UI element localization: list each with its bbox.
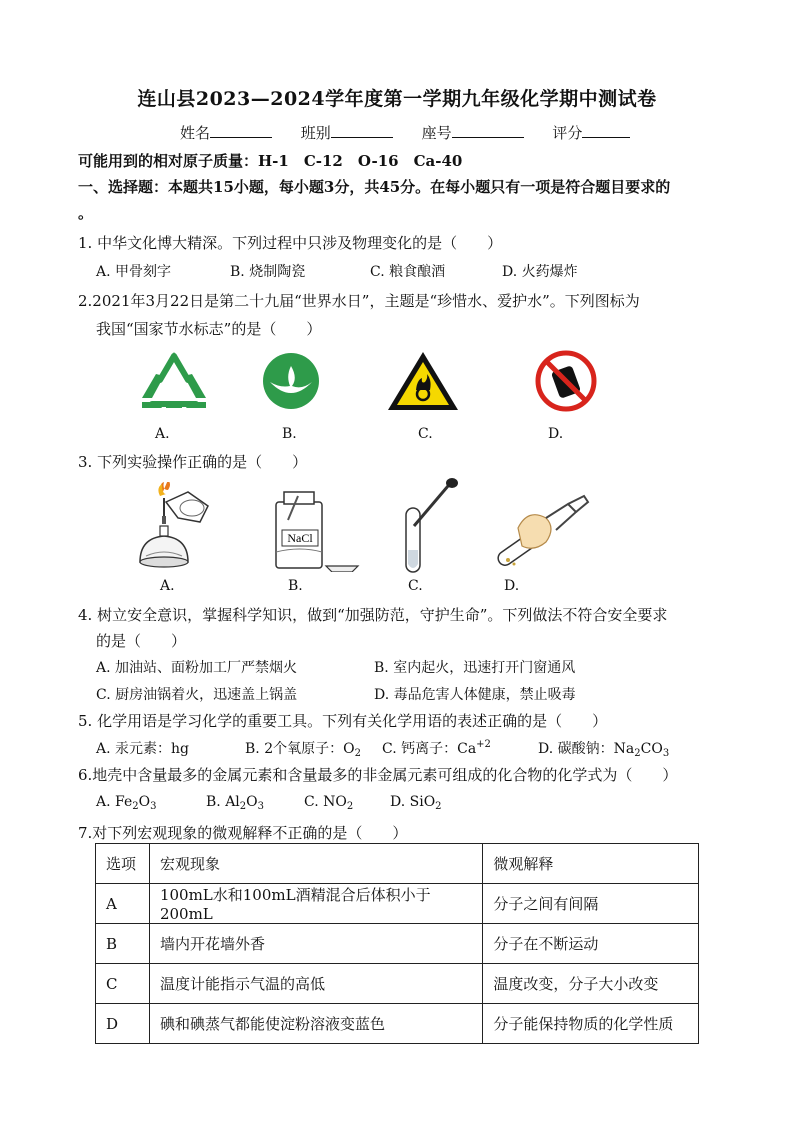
alcohol-lamp-lighting-icon[interactable] <box>132 482 218 574</box>
q4-option-c[interactable]: C. 厨房油锅着火，迅速盖上锅盖 <box>96 687 298 703</box>
q3-label-c[interactable]: C. <box>408 578 423 594</box>
table-cell-micro: 温度改变，分子大小改变 <box>483 964 699 1004</box>
q5-option-a[interactable]: A. 汞元素：hg <box>96 741 189 757</box>
nacl-label-text: NaCl <box>287 531 313 545</box>
dropper-test-tube-icon[interactable] <box>396 478 466 574</box>
table-header-macro: 宏观现象 <box>149 844 482 884</box>
q6-option-a[interactable]: A. $Fe_2O_3$ <box>96 794 157 812</box>
q6-option-b[interactable]: B. $Al_2O_3$ <box>206 794 265 812</box>
q1-option-b[interactable]: B. 烧制陶瓷 <box>230 264 306 280</box>
q7-table <box>95 843 699 1044</box>
student-info <box>180 122 630 143</box>
q4-stem-cont: 的是（ ） <box>96 632 187 650</box>
seat-label: 座号 <box>421 124 452 142</box>
q7-stem: 7.对下列宏观现象的微观解释不正确的是（ ） <box>78 824 408 842</box>
atomic-masses: 可能用到的相对原子质量：H-1 C-12 O-16 Ca-40 <box>78 152 463 170</box>
class-label: 班别 <box>300 124 331 142</box>
q2-label-c[interactable]: C. <box>418 426 433 442</box>
q1-option-a[interactable]: A. 甲骨刻字 <box>96 264 172 280</box>
table-row[interactable] <box>96 924 699 964</box>
q2-label-d[interactable]: D. <box>548 426 564 442</box>
table-cell-option: D <box>96 1004 150 1044</box>
score-label: 评分 <box>552 124 583 142</box>
table-cell-macro: 温度计能指示气温的高低 <box>149 964 482 1004</box>
q5-stem: 5. 化学用语是学习化学的重要工具。下列有关化学用语的表述正确的是（ ） <box>78 712 608 730</box>
table-cell-micro: 分子之间有间隔 <box>483 884 699 924</box>
table-cell-micro: 分子能保持物质的化学性质 <box>483 1004 699 1044</box>
table-cell-option: C <box>96 964 150 1004</box>
q3-label-a[interactable]: A. <box>160 578 175 594</box>
table-cell-micro: 分子在不断运动 <box>483 924 699 964</box>
q6-stem: 6.地壳中含量最多的金属元素和含量最多的非金属元素可组成的化合物的化学式为（ ） <box>78 766 678 784</box>
table-header-option: 选项 <box>96 844 150 884</box>
seat-blank[interactable] <box>452 123 524 138</box>
q1-stem: 1. 中华文化博大精深。下列过程中只涉及物理变化的是（ ） <box>78 234 503 252</box>
q4-option-b[interactable]: B. 室内起火，迅速打开门窗通风 <box>374 660 576 676</box>
oxidizer-warning-icon[interactable] <box>386 350 460 412</box>
table-row[interactable] <box>96 884 699 924</box>
name-blank[interactable] <box>210 123 272 138</box>
section-heading: 一、选择题：本题共15小题，每小题3分，共45分。在每小题只有一项是符合题目要求的 <box>78 178 671 196</box>
q4-option-a[interactable]: A. 加油站、面粉加工厂严禁烟火 <box>96 660 298 676</box>
class-blank[interactable] <box>331 123 393 138</box>
q4-stem: 4. 树立安全意识，掌握科学知识，做到“加强防范，守护生命”。下列做法不符合安全要求 <box>78 606 668 624</box>
test-tube-clamp-hand-icon[interactable] <box>488 494 592 570</box>
table-cell-option: B <box>96 924 150 964</box>
table-cell-option: A <box>96 884 150 924</box>
table-cell-macro: 碘和碘蒸气都能使淀粉溶液变蓝色 <box>149 1004 482 1044</box>
table-cell-macro: 墙内开花墙外香 <box>149 924 482 964</box>
table-header-micro: 微观解释 <box>483 844 699 884</box>
water-saving-icon[interactable] <box>262 352 320 410</box>
q3-label-b[interactable]: B. <box>288 578 303 594</box>
q5-option-d[interactable]: D. 碳酸钠：$Na_2CO_3$ <box>538 741 670 759</box>
q1-option-c[interactable]: C. 粮食酿酒 <box>370 264 446 280</box>
recycle-icon[interactable] <box>138 350 210 412</box>
q5-option-b[interactable]: B. 2个氧原子：$O_2$ <box>245 741 361 759</box>
name-label: 姓名 <box>180 124 211 142</box>
q2-stem-cont: 我国“国家节水标志”的是（ ） <box>96 320 322 338</box>
q3-label-d[interactable]: D. <box>504 578 520 594</box>
q2-stem: 2.2021年3月22日是第二十九届“世界水日”，主题是“珍惜水、爱护水”。下列图标为 <box>78 292 640 310</box>
q2-label-b[interactable]: B. <box>282 426 297 442</box>
table-row[interactable] <box>96 1004 699 1044</box>
q6-option-c[interactable]: C. $NO_2$ <box>304 794 354 812</box>
section-heading-cont: 。 <box>78 204 94 222</box>
table-header-row <box>96 844 699 884</box>
q6-option-d[interactable]: D. SiO$_2$ <box>390 794 442 812</box>
nacl-reagent-bottle-icon[interactable] <box>262 490 362 572</box>
q5-option-c[interactable]: C. 钙离子：$Ca^{+2}$ <box>382 739 491 757</box>
table-cell-macro: 100mL水和100mL酒精混合后体积小于200mL <box>149 884 482 924</box>
q1-option-d[interactable]: D. 火药爆炸 <box>502 264 578 280</box>
table-row[interactable] <box>96 964 699 1004</box>
q4-option-d[interactable]: D. 毒品危害人体健康，禁止吸毒 <box>374 687 576 703</box>
score-blank[interactable] <box>582 123 630 138</box>
no-dumping-icon[interactable] <box>535 350 597 412</box>
page-title: 连山县2023—2024学年度第一学期九年级化学期中测试卷 <box>137 88 657 110</box>
q2-label-a[interactable]: A. <box>155 426 170 442</box>
q3-stem: 3. 下列实验操作正确的是（ ） <box>78 453 308 471</box>
